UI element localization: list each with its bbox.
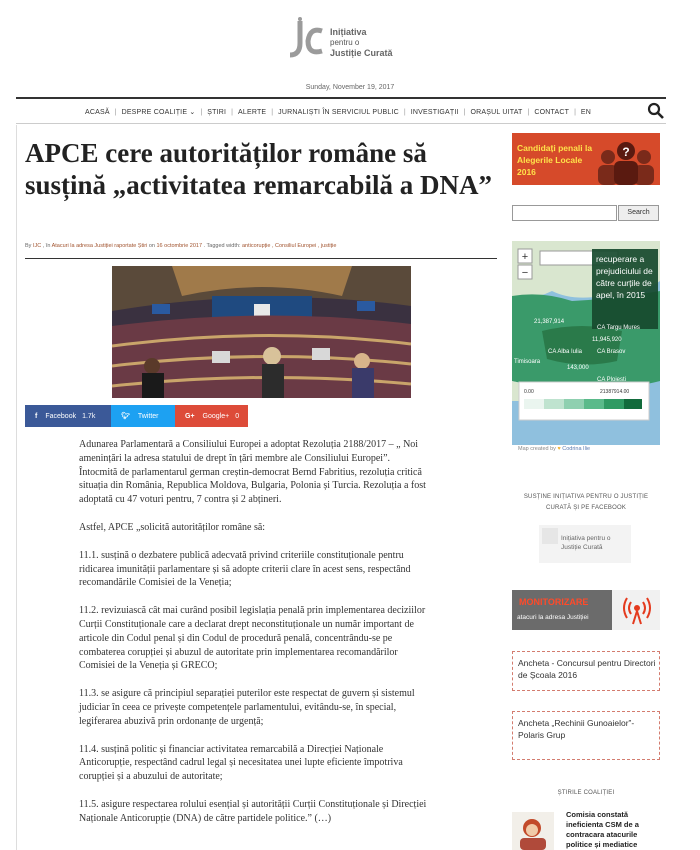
nav-separator: | bbox=[200, 108, 203, 116]
people-silhouette-icon bbox=[594, 137, 658, 185]
logo-mark-icon bbox=[286, 17, 326, 63]
facebook-page-avatar bbox=[542, 528, 558, 544]
nav-item-despre-label: DESPRE COALIȚIE bbox=[121, 109, 188, 116]
google-share-button[interactable] bbox=[175, 405, 248, 427]
sidebar-box-label: Ancheta - Concursul pentru Directori de Școala 2016 bbox=[518, 658, 656, 680]
sidebar-search-button[interactable]: Search bbox=[618, 205, 659, 221]
twitter-icon: 🐦︎ bbox=[121, 413, 130, 420]
facebook-share-label: Facebook bbox=[45, 412, 77, 420]
category-link[interactable]: Atacuri la adresa Justiției raportate Știri bbox=[51, 243, 148, 249]
sidebar-box-ancheta-concurs[interactable] bbox=[512, 651, 660, 691]
article-paragraph: Astfel, APCE „solicită autorităților române să: bbox=[79, 521, 266, 533]
article-paragraph: Adunarea Parlamentară a Consiliului Europei a adoptat Rezoluția 2188/2017 – „ Noi amenințări la adresa statului de drept în țări membre ale Consiliului Europei”. Întocmită de parlamentarul german creștin-democrat Bernd Fabritius, rezoluția critică situația din România, Republica Moldova, Bulgaria, Polonia și Turcia. Rezoluția a fost adoptată cu 47 voturi pentru, 7 contra și 2 abțineri. bbox=[79, 439, 426, 506]
facebook-section-title: SUSȚINE INIȚIATIVA PENTRU O JUSTIȚIE CURATĂ ȘI PE FACEBOOK bbox=[523, 494, 649, 511]
article-body bbox=[79, 438, 429, 840]
header-divider bbox=[16, 97, 666, 99]
svg-text:CA Targu Mures: CA Targu Mures bbox=[597, 325, 640, 331]
map-credit bbox=[518, 446, 590, 452]
meta-divider bbox=[25, 258, 497, 259]
nav-item-stiri[interactable]: ȘTIRI bbox=[207, 108, 227, 116]
sidebar-box-label: Ancheta „Rechinii Gunoaielor”- Polaris Grup bbox=[518, 718, 635, 740]
map-widget[interactable] bbox=[512, 241, 660, 445]
nav-item-despre[interactable] bbox=[114, 108, 201, 116]
nav-separator: | bbox=[403, 108, 406, 116]
article-paragraph: 11.1. susțină o dezbatere publică adecvată privind criteriile constituționale pentru ridicarea imunității parlamentare și să adopte criterii clare în acest sens, respectând recomandările Comisiei de la Veneția; bbox=[79, 549, 411, 589]
chevron-down-icon: ⌄ bbox=[189, 109, 196, 116]
article-paragraph: 11.3. se asigure că principiul separației puterilor este respectat de guvern și sistemul judiciar în ceea ce privește competențele parlamentului, evitându-se, în special, legiferarea abuzivă prin ordonanțe de urgență; bbox=[79, 688, 415, 727]
news-section-title: ȘTIRILE COALIȚIEI bbox=[557, 790, 615, 796]
nav-item-acasa[interactable]: ACASĂ bbox=[85, 108, 110, 116]
facebook-share-count: 1.7k bbox=[82, 412, 96, 420]
svg-text:143,000: 143,000 bbox=[567, 365, 589, 371]
ad-monitorizare[interactable] bbox=[512, 590, 660, 630]
nav-separator: | bbox=[574, 108, 576, 116]
author-link[interactable]: IJC bbox=[32, 243, 42, 249]
facebook-page-widget[interactable] bbox=[539, 525, 631, 563]
meta-in: , în bbox=[41, 243, 52, 249]
svg-text:+: + bbox=[521, 251, 529, 263]
facebook-icon: f bbox=[35, 412, 38, 420]
svg-text:−: − bbox=[521, 267, 529, 279]
monitorizare-subtitle: atacuri la adresa Justiției bbox=[517, 614, 589, 621]
article-paragraph: 11.5. asigure respectarea rolului esențial și autorității Curții Constituționale și Direcției Naționale Anticorupție (DNA) de către partidele politice.” (…) bbox=[79, 798, 427, 824]
logo-line-3: Justiție Curată bbox=[330, 48, 393, 58]
twitter-share-label: Twitter bbox=[137, 412, 159, 420]
ad-candidati-text: Candidați penali la Alegerile Locale 2016 bbox=[517, 143, 593, 177]
svg-text:11,945,920: 11,945,920 bbox=[592, 337, 622, 343]
google-share-count: 0 bbox=[235, 412, 240, 420]
nav-divider bbox=[16, 123, 666, 124]
nav-separator: | bbox=[463, 108, 466, 116]
current-date: Sunday, November 19, 2017 bbox=[305, 84, 395, 91]
svg-text:21,387,914: 21,387,914 bbox=[534, 319, 565, 325]
map-credit-label: Map created by bbox=[518, 446, 556, 452]
twitter-share-button[interactable] bbox=[111, 405, 175, 427]
meta-by: By bbox=[25, 243, 33, 249]
logo-line-1: Inițiativa bbox=[330, 27, 367, 37]
broadcast-icon bbox=[622, 595, 652, 625]
google-plus-icon: G+ bbox=[185, 412, 195, 420]
sidebar-search-input[interactable] bbox=[512, 205, 617, 221]
nav-item-investigatii[interactable]: INVESTIGAȚII bbox=[410, 108, 459, 116]
main-nav bbox=[80, 104, 640, 120]
sidebar-box-ancheta-rechinii[interactable] bbox=[512, 711, 660, 760]
nav-item-en[interactable]: EN bbox=[580, 108, 592, 116]
nav-item-contact[interactable]: CONTACT bbox=[534, 108, 570, 116]
article-paragraph: 11.2. revizuiască cât mai curând posibil legislația penală prin implementarea deciziilor Curții Constituționale care a declarat drept neconstituționale un număr important de articole din Codul penal și din Codul de procedură penală, concentrându-se pe combaterea corupției și abuzul de autoritate prin implementarea recomandărilor Comisiei de la Veneția și GRECO; bbox=[79, 605, 426, 672]
monitorizare-banner bbox=[512, 590, 612, 630]
nav-separator: | bbox=[271, 108, 274, 116]
svg-text:?: ? bbox=[622, 145, 630, 159]
map-scale-max: 21387914.00 bbox=[600, 389, 630, 395]
nav-separator: | bbox=[527, 108, 530, 116]
svg-text:CA Brasov: CA Brasov bbox=[597, 349, 626, 355]
search-icon[interactable] bbox=[647, 102, 665, 120]
svg-text:CA Alba Iulia: CA Alba Iulia bbox=[548, 349, 583, 355]
article-title: APCE cere autorităților române să susțină „activitatea remarcabilă a DNA” bbox=[25, 138, 492, 200]
google-share-label: Google+ bbox=[202, 412, 230, 420]
news-item-link[interactable]: Comisia constată ineficienta CSM de a contracara atacurile politice și mediatice bbox=[566, 810, 639, 849]
site-logo[interactable] bbox=[286, 17, 416, 67]
map-author-link[interactable]: Codrina Ilie bbox=[562, 446, 591, 452]
svg-text:Timisoara: Timisoara bbox=[514, 359, 541, 365]
facebook-share-button[interactable] bbox=[25, 405, 111, 427]
ad-candidati-penali[interactable] bbox=[512, 133, 660, 185]
meta-on: on bbox=[147, 243, 157, 249]
news-thumbnail[interactable] bbox=[512, 812, 554, 850]
logo-line-2: pentru o bbox=[330, 38, 360, 47]
logo-text bbox=[330, 27, 393, 59]
nav-separator: | bbox=[114, 108, 117, 116]
monitorizare-title: MONITORIZARE bbox=[519, 597, 589, 607]
hero-image bbox=[112, 266, 411, 398]
article-meta bbox=[25, 243, 495, 249]
nav-separator: | bbox=[231, 108, 233, 116]
nav-item-alerte[interactable]: ALERTE bbox=[237, 108, 267, 116]
svg-text:CA Ploiesti: CA Ploiesti bbox=[597, 377, 627, 383]
heart-icon: ♥ bbox=[557, 446, 561, 452]
meta-tagged: . Tagged width: bbox=[202, 243, 242, 249]
map-popup-text: recuperare a prejudiciului de către curțile de apel, în 2015 bbox=[596, 254, 653, 300]
tag-links[interactable]: anticorupție , Consiliul Europei , justiție bbox=[242, 243, 337, 249]
article bbox=[16, 125, 497, 850]
article-paragraph: 11.4. susțină politic și financiar activitatea remarcabilă a Direcției Naționale Anticorupție, respectând cadrul legal și necesitatea unei lupte eficiente împotriva corupției și a abuzului de autoritate; bbox=[79, 743, 403, 783]
date-link[interactable]: 16 octombrie 2017 bbox=[156, 243, 203, 249]
map-scale-min: 0.00 bbox=[524, 389, 534, 395]
nav-item-orasul-uitat[interactable]: ORAȘUL UITAT bbox=[470, 108, 523, 116]
nav-item-jurnalisti[interactable]: JURNALIȘTI ÎN SERVICIUL PUBLIC bbox=[278, 108, 399, 116]
facebook-page-name: Inițiativa pentru o Justiție Curată bbox=[561, 535, 611, 551]
